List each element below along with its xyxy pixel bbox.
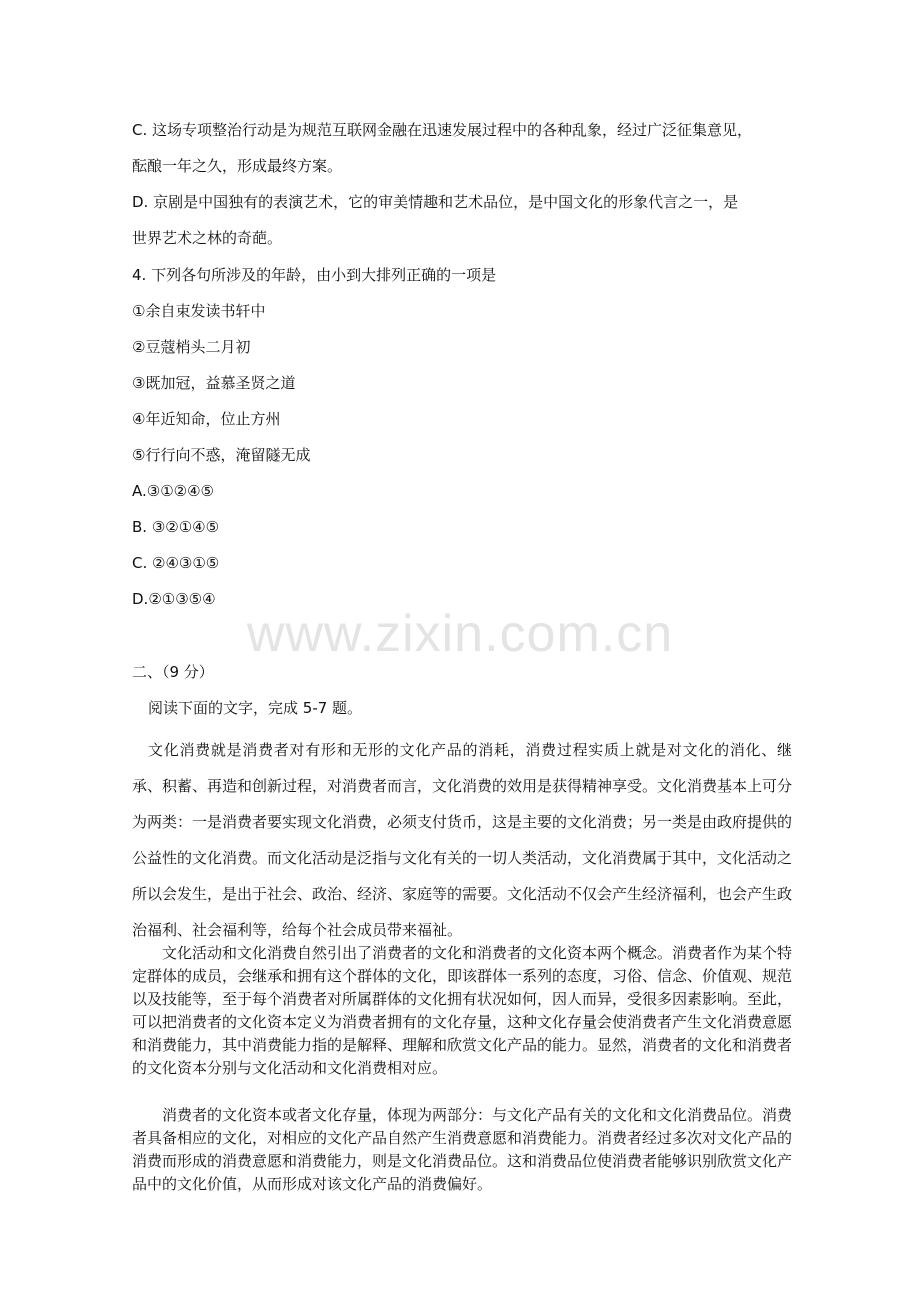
reading-instruction: 阅读下面的文字，完成 5-7 题。 [148, 699, 363, 717]
option-c-line-2: 酝酿一年之久，形成最终方案。 [132, 157, 343, 175]
item-4: ④年近知命，位止方州 [132, 410, 281, 428]
paragraph-3: 消费者的文化资本或者文化存量，体现为两部分：与文化产品有关的文化和文化消费品位。消费者具备相应的文化，对相应的文化产品自然产生消费意愿和消费能力。消费者经过多次对文化产品的消费而形成的消费意愿和消费能力，则是文化消费品位。这和消费品位使消费者能够识别欣赏文化产品中的文化价值，从而形成对该文化产品的消费偏好。 [132, 1106, 793, 1193]
paragraph-1: 文化消费就是消费者对有形和无形的文化产品的消耗，消费过程实质上就是对文化的消化、继承、积蓄、再造和创新过程，对消费者而言，文化消费的效用是获得精神享受。文化消费基本上可分为两类：一是消费者要实现文化消费，必须支付货币，这是主要的文化消费；另一类是由政府提供的公益性的文化消费。而文化活动是泛指与文化有关的一切人类活动，文化消费属于其中，文化活动之所以会发生，是出于社会、政治、经济、家庭等的需要。文化活动不仅会产生经济福利，也会产生政治福利、社会福利等，给每个社会成员带来福祉。 [132, 741, 793, 939]
item-5: ⑤行行向不惑，淹留隧无成 [132, 446, 311, 464]
choice-d: D.②①③⑤④ [132, 590, 216, 608]
option-c-line-1: C. 这场专项整治行动是为规范互联网金融在迅速发展过程中的各种乱象，经过广泛征集意见， [132, 121, 753, 139]
item-2: ②豆蔻梢头二月初 [132, 338, 251, 356]
item-1: ①余自束发读书轩中 [132, 302, 266, 320]
item-3: ③既加冠，益慕圣贤之道 [132, 374, 296, 392]
question-4: 4. 下列各句所涉及的年龄，由小到大排列正确的一项是 [132, 266, 497, 284]
choice-a: A.③①②④⑤ [132, 482, 215, 500]
watermark: www.zixin.com.cn [246, 605, 674, 663]
section-heading: 二、（9 分） [132, 663, 214, 681]
paragraph-2: 文化活动和文化消费自然引出了消费者的文化和消费者的文化资本两个概念。消费者作为某个特定群体的成员，会继承和拥有这个群体的文化，即该群体一系列的态度，习俗、信念、价值观、规范以及技能等，至于每个消费者对所属群体的文化拥有状况如何，因人而异，受很多因素影响。至此，可以把消费者的文化资本定义为消费者拥有的文化存量，这种文化存量会使消费者产生文化消费意愿和消费能力，其中消费能力指的是解释、理解和欣赏文化产品的能力。显然，消费者的文化和消费者的文化资本分别与文化活动和文化消费相对应。 [132, 944, 793, 1077]
choice-b: B. ③②①④⑤ [132, 518, 220, 536]
option-d-line-2: 世界艺术之林的奇葩。 [132, 229, 283, 247]
choice-c: C. ②④③①⑤ [132, 554, 220, 572]
option-d-line-1: D. 京剧是中国独有的表演艺术，它的审美情趣和艺术品位，是中国文化的形象代言之一，是 [132, 193, 739, 211]
